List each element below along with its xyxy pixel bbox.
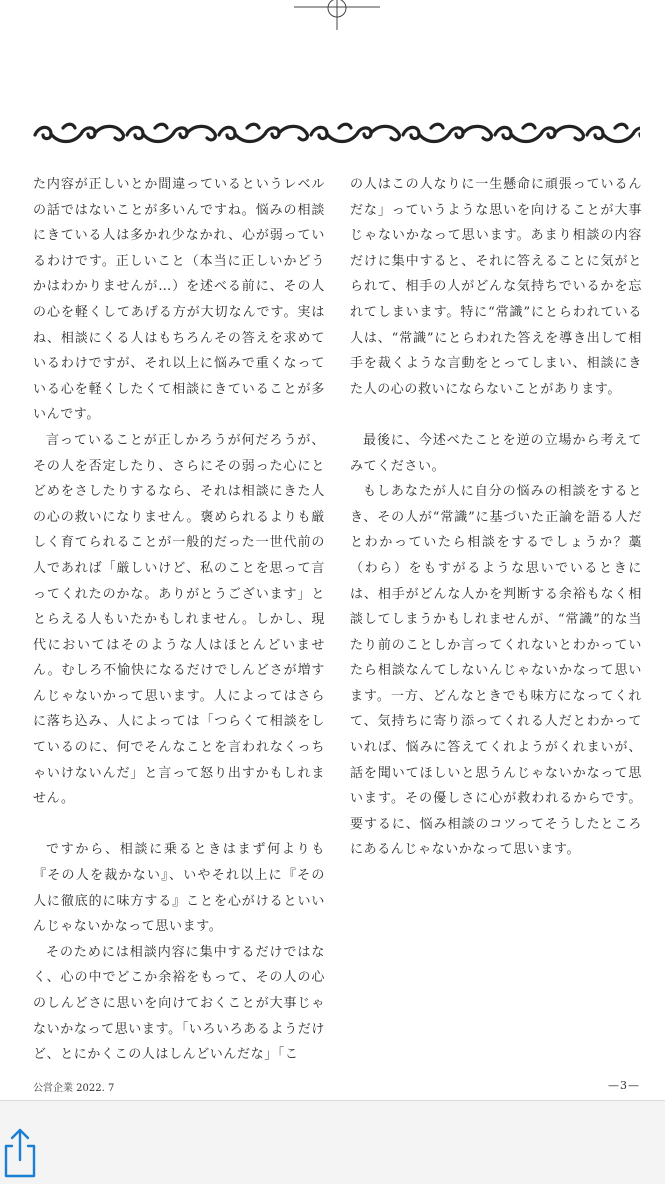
bottom-toolbar: [0, 1100, 665, 1184]
paragraph: た内容が正しいとか間違っているというレベルの話ではないことが多いんですね。悩みの相談にきている人は多かれ少なかれ、心が弱っているわけです。正しいこと（本当に正しいかどうかはわかりませんが…）を述べる前に、その人の心を軽くしてあげる方が大切なんです。実はね、相談にくる人はもちろんその答えを求めているわけですが、それ以上に悩みで重くなっている心を軽くしたくて相談にきていることが多いんです。: [33, 177, 325, 423]
left-text-column: [33, 172, 325, 1068]
paragraph: もしあなたが人に自分の悩みの相談をするとき、その人が“常識”に基づいた正論を語る人だとわかっていたら相談をするでしょうか？藁（わら）をもすがるような思いでいるときには、相手がどんな人かを判断する余裕もなく相談してしまうかもしれませんが、“常識”的な当たり前のことしか言ってくれないとわかっていたら相談なんてしないんじゃないかなって思います。一方、どんなときでも味方になってくれて、気持ちに寄り添ってくれる人だとわかっていれば、悩みに答えてくれようがくれまいが、話を聞いてほしいと思うんじゃないかなって思います。その優しさに心が救われるからです。要するに、悩み相談のコツってそうしたところにあるんじゃないかなって思います。: [350, 484, 642, 858]
page-number: —3—: [608, 1079, 640, 1092]
share-icon[interactable]: [0, 1126, 40, 1180]
publication-footer: 公営企業 2022. 7: [33, 1083, 115, 1094]
crop-mark-icon: [294, 0, 380, 30]
paragraph: の人はこの人なりに一生懸命に頑張っているんだな」っていうような思いを向けることが大事じゃないかなって思います。あまり相談の内容だけに集中すると、それに答えることに気がとられて、相手の人がどんな気持ちでいるかを忘れてしまいます。特に“常識”にとらわれている人は、“常識”にとらわれた答えを導き出して相手を裁くような言動をとってしまい、相談にきた人の心の救いにならないことがあります。: [350, 177, 642, 397]
decorative-border-icon: [33, 120, 640, 150]
paragraph: そのためには相談内容に集中するだけではなく、心の中でどこか余裕をもって、その人の心のしんどさに思いを向けておくことが大事じゃないかなって思います。「いろいろあるようだけど、とにかくこの人はしんどいんだな」「こ: [33, 944, 325, 1063]
right-text-column: [350, 172, 642, 863]
paragraph-gap: [33, 812, 325, 838]
paragraph-gap: [350, 402, 642, 428]
paragraph: 言っていることが正しかろうが何だろうが、その人を否定したり、さらにその弱った心にとどめをさしたりするなら、それは相談にきた人の心の救いになりません。褒められるよりも厳しく育てられることが一般的だった一世代前の人であれば「厳しいけど、私のことを思って言ってくれたのかな。ありがとうございます」ととらえる人もいたかもしれません。しかし、現代においてはそのような人はほとんどいません。むしろ不愉快になるだけでしんどさが増すんじゃないかって思います。人によってはさらに落ち込み、人によっては「つらくて相談をしているのに、何でそんなことを言われなくっちゃいけないんだ」と言って怒り出すかもしれません。: [33, 432, 325, 807]
paragraph: ですから、相談に乗るときはまず何よりも『その人を裁かない』、いやそれ以上に『その人に徹底的に味方する』ことを心がけるといいんじゃないかなって思います。: [33, 842, 325, 935]
paragraph: 最後に、今述べたことを逆の立場から考えてみてください。: [350, 432, 642, 474]
